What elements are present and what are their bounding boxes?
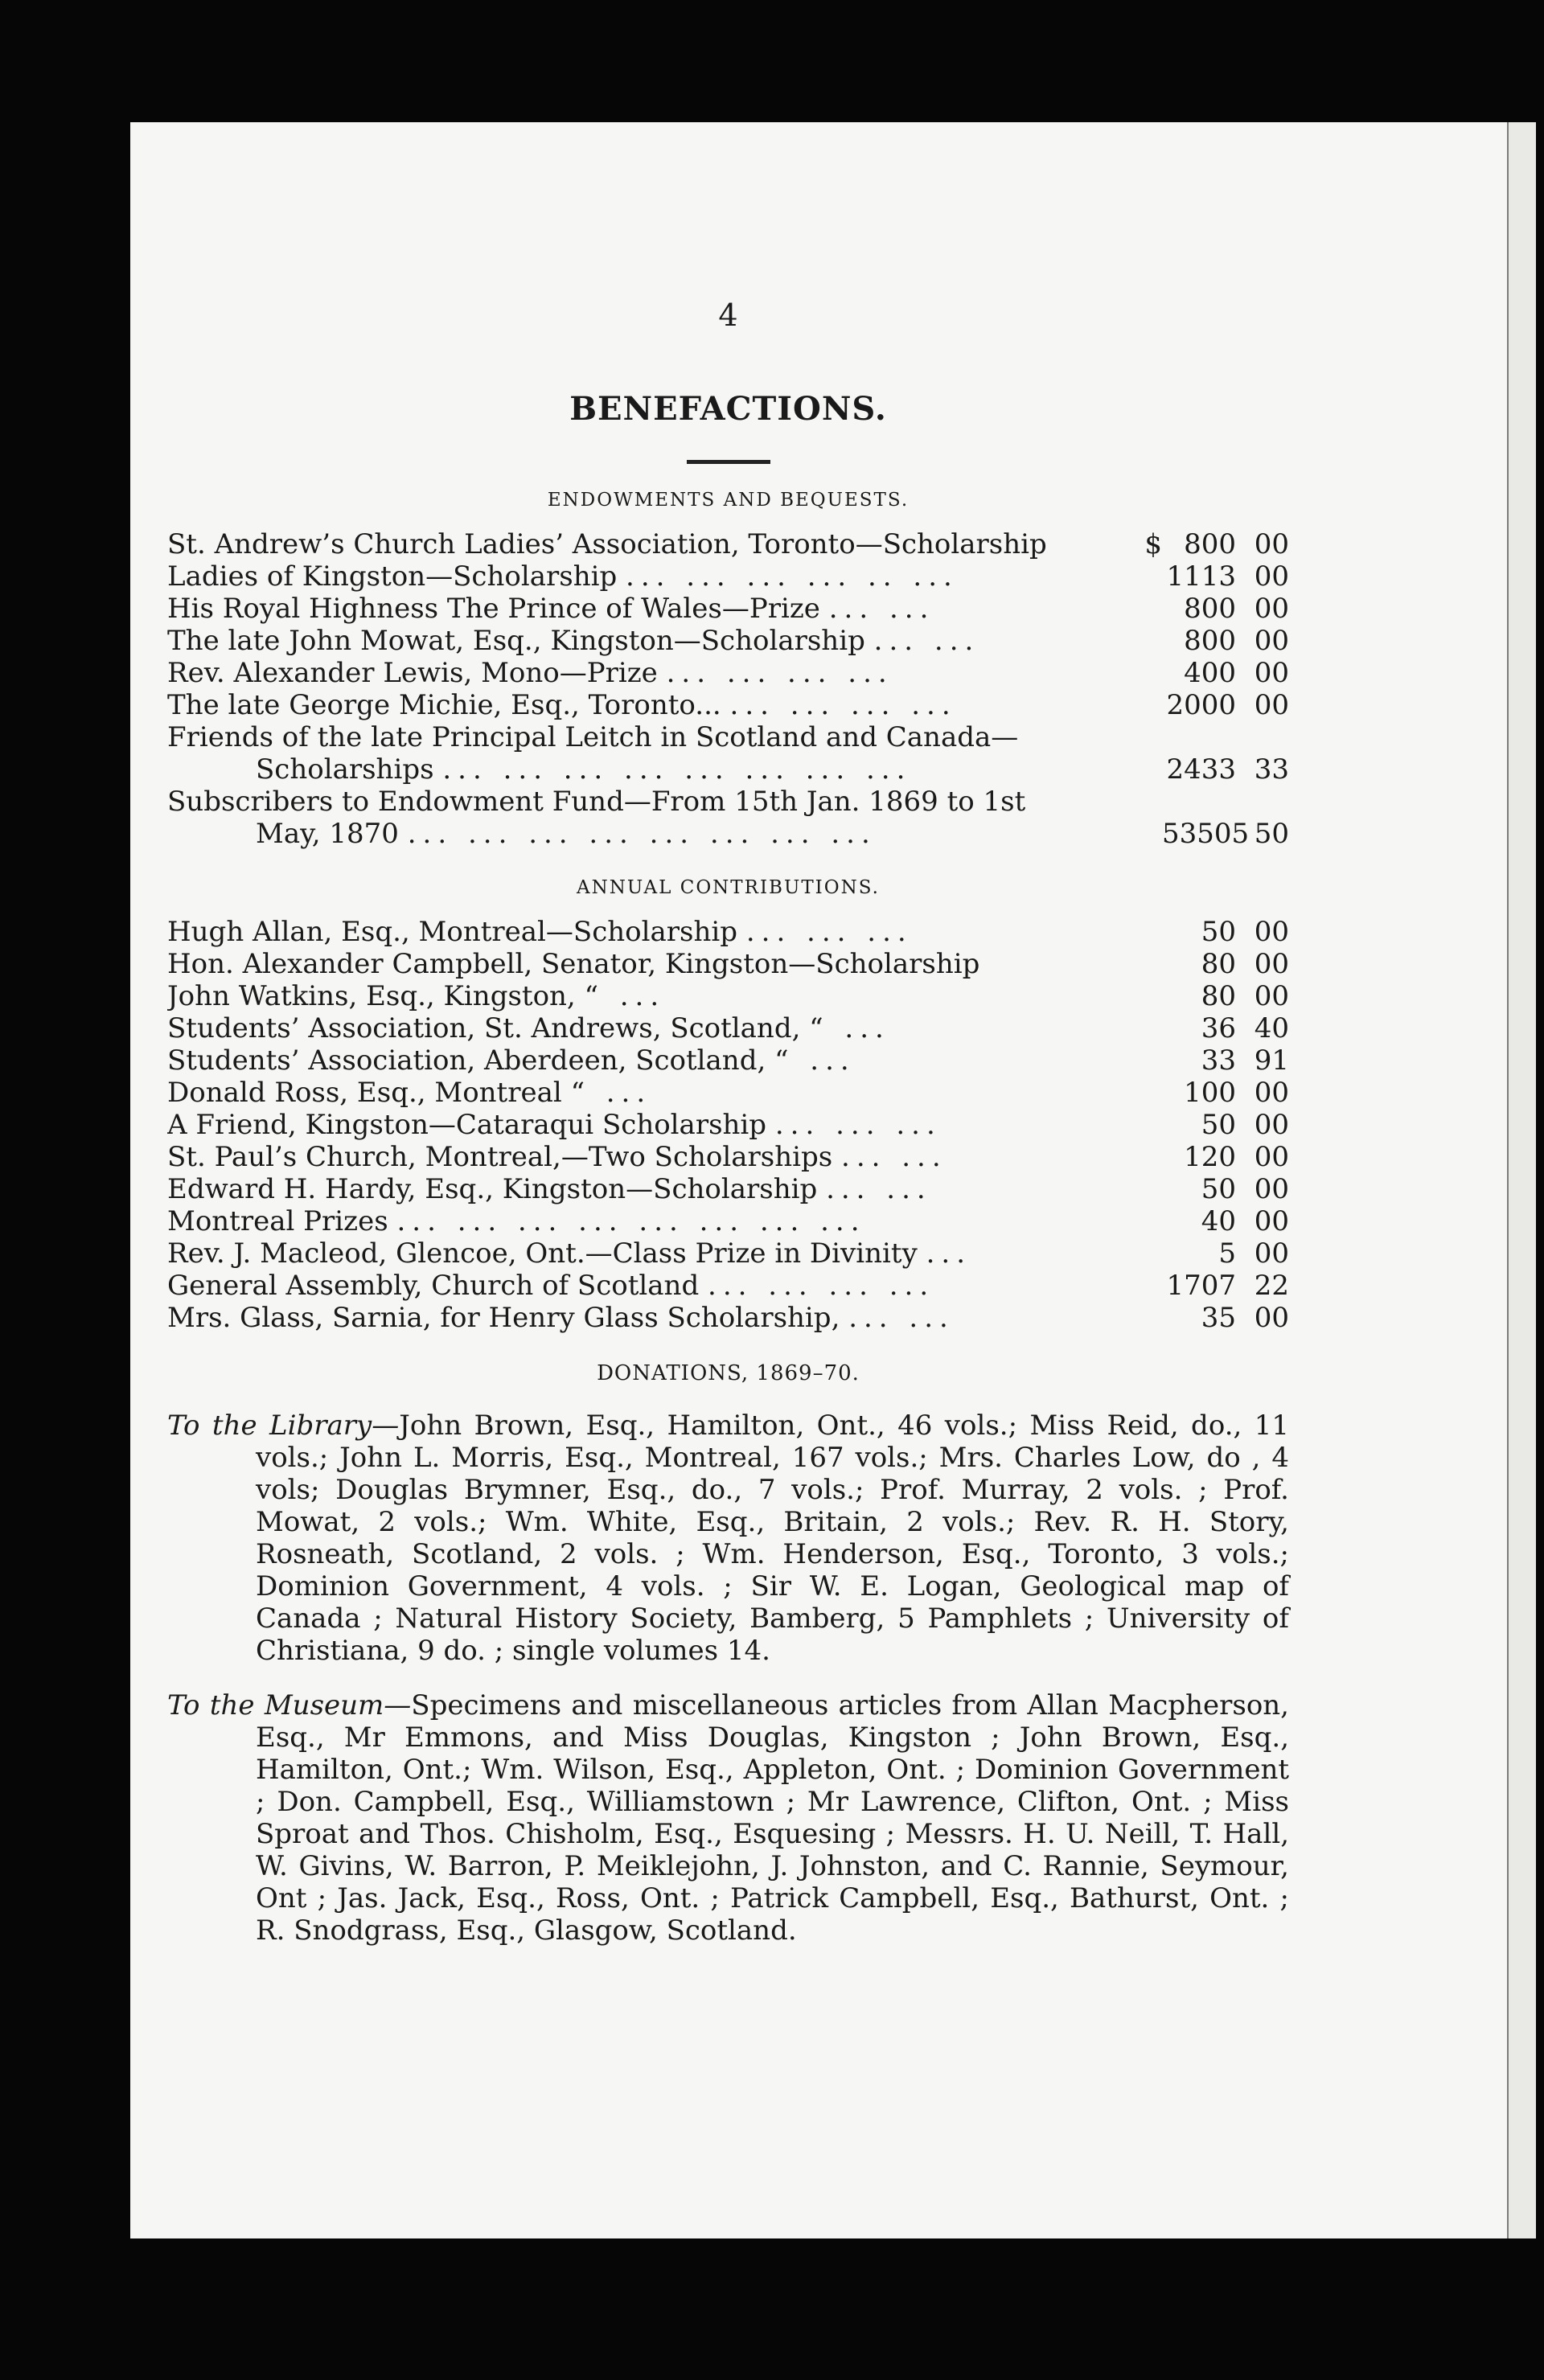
ledger-row	[167, 657, 1289, 689]
ledger-row-name: Hon. Alexander Campbell, Senator, Kingston—Scholarship	[167, 948, 980, 980]
donation-paragraph	[167, 1410, 1289, 1667]
amount-cents: 33	[1254, 753, 1289, 786]
leader-dots: ... ... ... ... .. ...	[626, 560, 959, 593]
leader-dots: ... ... ... ... ... ... ... ...	[442, 753, 912, 786]
donation-lead: To the Library—	[167, 1410, 400, 1442]
leader-dots: ... ... ... ...	[729, 689, 957, 721]
ledger-row-label	[167, 1012, 1162, 1044]
ledger-row-name: Students’ Association, Aberdeen, Scotland,	[167, 1044, 766, 1077]
page-edge	[1507, 122, 1536, 2238]
ledger-row	[167, 560, 1289, 593]
ledger-row-name: General Assembly, Church of Scotland	[167, 1270, 700, 1302]
leader-dots: ... ...	[848, 1302, 955, 1334]
amount-cents: 00	[1254, 625, 1289, 657]
amount-dollars: 40	[1201, 1205, 1236, 1237]
ledger-row-label	[167, 1237, 1162, 1270]
leader-dots: ... ... ... ... ... ... ... ...	[407, 818, 877, 850]
amount-cents: 00	[1254, 948, 1289, 980]
amount-dollars: 800	[1184, 528, 1236, 560]
ledger-row-label	[167, 916, 1162, 948]
leader-dots: ... ... ... ... ... ... ... ...	[396, 1205, 866, 1237]
amount-dollars: 33	[1201, 1044, 1236, 1077]
section-heading-endowments: ENDOWMENTS AND BEQUESTS.	[547, 490, 910, 511]
amount-dollars: 1707	[1166, 1270, 1236, 1302]
ledger-row-name: Scholarships	[256, 753, 434, 786]
ledger-row-name: The late John Mowat, Esq., Kingston—Scholarship	[167, 625, 865, 657]
donation-paragraph	[167, 1689, 1289, 1947]
ledger-row	[167, 1109, 1289, 1141]
ledger-row-label	[167, 1141, 1162, 1173]
ledger-row-name: Subscribers to Endowment Fund—From 15th Jan. 1869 to 1st	[167, 786, 1026, 818]
annual-contributions-list	[167, 916, 1289, 1334]
donation-text: John Brown, Esq., Hamilton, Ont., 46 vols.; Miss Reid, do., 11 vols.; John L. Morris, Esq., Montreal, 167 vols.; Mrs. Charles Low, do , 4 vols; Douglas Brymner, Esq., do., 7 vols.; Prof. Murray, 2 vols. ; Prof. Mowat, 2 vols.; Wm. White, Esq., Britain, 2 vols.; Rev. R. H. Story, Rosneath, Scotland, 2 vols. ; Wm. Henderson, Esq., Toronto, 3 vols.; Dominion Government, 4 vols. ; Sir W. E. Logan, Geological map of Canada ; Natural History Society, Bamberg, 5 Pamphlets ; University of Christiana, 9 do. ; single volumes 14.	[256, 1410, 1289, 1667]
ledger-row-name: Friends of the late Principal Leitch in Scotland and Canada—	[167, 721, 1019, 753]
amount-cents: 00	[1254, 916, 1289, 948]
amount-cents: 00	[1254, 528, 1289, 560]
amount-dollars: 400	[1184, 657, 1236, 689]
amount-dollars: 80	[1201, 948, 1236, 980]
endowments-list	[167, 528, 1289, 850]
leader-dots: ... ... ...	[745, 916, 913, 948]
amount-dollars: 53505	[1162, 818, 1250, 850]
ledger-row-label	[167, 657, 1162, 689]
ledger-row	[167, 625, 1289, 657]
ledger-row	[167, 1270, 1289, 1302]
leader-dots: “ ...	[584, 980, 666, 1012]
ledger-row	[167, 1044, 1289, 1077]
ledger-row-label	[167, 948, 1162, 980]
ledger-row-label	[167, 1077, 1162, 1109]
leader-dots: ... ...	[841, 1141, 947, 1173]
ledger-row-name: May, 1870	[256, 818, 399, 850]
amount-dollars: 2000	[1166, 689, 1236, 721]
ledger-row-name: Montreal Prizes	[167, 1205, 388, 1237]
ledger-row-name: Donald Ross, Esq., Montreal	[167, 1077, 562, 1109]
amount-cents: 40	[1254, 1012, 1289, 1044]
ledger-row-label	[167, 818, 1162, 850]
amount-dollars: 1113	[1166, 560, 1236, 593]
ledger-row	[167, 948, 1289, 980]
ledger-row	[167, 528, 1289, 560]
amount-dollars: 50	[1201, 1109, 1236, 1141]
leader-dots: ... ...	[826, 1173, 932, 1205]
ledger-row-name: St. Andrew’s Church Ladies’ Association, Toronto—Scholarship	[167, 528, 1047, 560]
title-rule	[687, 460, 770, 464]
leader-dots: “ ...	[809, 1012, 890, 1044]
page-content	[167, 177, 1289, 1947]
ledger-row-label	[167, 593, 1162, 625]
ledger-row	[167, 753, 1289, 786]
ledger-row	[167, 786, 1289, 818]
amount-dollars: 100	[1184, 1077, 1236, 1109]
ledger-row-label	[167, 625, 1162, 657]
currency-sign: $	[1144, 528, 1162, 560]
amount-dollars: 800	[1184, 593, 1236, 625]
ledger-row-name: Rev. J. Macleod, Glencoe, Ont.—Class Prize in Divinity	[167, 1237, 918, 1270]
leader-dots: “ ...	[774, 1044, 856, 1077]
ledger-row	[167, 1302, 1289, 1334]
amount-cents: 22	[1254, 1270, 1289, 1302]
ledger-row-name: Hugh Allan, Esq., Montreal—Scholarship	[167, 916, 738, 948]
amount-dollars: 2433	[1166, 753, 1236, 786]
ledger-row-label	[167, 1302, 1162, 1334]
ledger-row	[167, 1173, 1289, 1205]
amount-cents: 00	[1254, 1141, 1289, 1173]
ledger-row-name: His Royal Highness The Prince of Wales—Prize	[167, 593, 820, 625]
amount-dollars: 50	[1201, 916, 1236, 948]
ledger-row-name: Rev. Alexander Lewis, Mono—Prize	[167, 657, 658, 689]
amount-cents: 00	[1254, 1109, 1289, 1141]
ledger-row	[167, 1205, 1289, 1237]
ledger-row-label	[167, 1173, 1162, 1205]
ledger-row	[167, 689, 1289, 721]
ledger-row	[167, 818, 1289, 850]
ledger-row	[167, 980, 1289, 1012]
ledger-row-label	[167, 1044, 1162, 1077]
leader-dots: ... ... ... ...	[708, 1270, 935, 1302]
ledger-row-label	[167, 721, 1162, 753]
ledger-row-label	[167, 1205, 1162, 1237]
amount-dollars: 50	[1201, 1173, 1236, 1205]
amount-dollars: 36	[1201, 1012, 1236, 1044]
ledger-row-name: The late George Michie, Esq., Toronto...	[167, 689, 721, 721]
amount-cents: 00	[1254, 593, 1289, 625]
ledger-row	[167, 1077, 1289, 1109]
ledger-row-label	[167, 1270, 1162, 1302]
ledger-row-label	[167, 560, 1162, 593]
ledger-row	[167, 916, 1289, 948]
amount-cents: 00	[1254, 1077, 1289, 1109]
ledger-row	[167, 593, 1289, 625]
ledger-row-name: St. Paul’s Church, Montreal,—Two Scholarships	[167, 1141, 833, 1173]
leader-dots: “ ...	[570, 1077, 652, 1109]
ledger-row-name: John Watkins, Esq., Kingston,	[167, 980, 576, 1012]
amount-cents: 00	[1254, 1173, 1289, 1205]
leader-dots: ... ... ...	[774, 1109, 942, 1141]
section-heading-donations: DONATIONS, 1869–70.	[597, 1361, 860, 1385]
ledger-row	[167, 1141, 1289, 1173]
leader-dots: ... ... ... ...	[666, 657, 893, 689]
section-heading-annual: ANNUAL CONTRIBUTIONS.	[577, 877, 880, 898]
ledger-row-name: Edward H. Hardy, Esq., Kingston—Scholarship	[167, 1173, 818, 1205]
ledger-row-label	[167, 753, 1162, 786]
amount-dollars: 800	[1184, 625, 1236, 657]
ledger-row-label	[167, 980, 1162, 1012]
ledger-row	[167, 1012, 1289, 1044]
amount-cents: 50	[1254, 818, 1289, 850]
donation-text: Specimens and miscellaneous articles from Allan Macpherson, Esq., Mr Emmons, and Miss Douglas, Kingston ; John Brown, Esq., Hamilton, Ont.; Wm. Wilson, Esq., Appleton, Ont. ; Dominion Government ; Don. Campbell, Esq., Williamstown ; Mr Lawrence, Clifton, Ont. ; Miss Sproat and Thos. Chisholm, Esq., Esquesing ; Messrs. H. U. Neill, T. Hall, W. Givins, W. Barron, P. Meiklejohn, J. Johnston, and C. Rannie, Seymour, Ont ; Jas. Jack, Esq., Ross, Ont. ; Patrick Campbell, Esq., Bathurst, Ont. ; R. Snodgrass, Esq., Glasgow, Scotland.	[256, 1689, 1289, 1947]
leader-dots: ...	[926, 1237, 972, 1270]
amount-cents: 00	[1254, 1237, 1289, 1270]
ledger-row-name: Students’ Association, St. Andrews, Scotland,	[167, 1012, 801, 1044]
ledger-row-name: A Friend, Kingston—Cataraqui Scholarship	[167, 1109, 767, 1141]
leader-dots: ... ...	[873, 625, 980, 657]
ledger-row-name: Ladies of Kingston—Scholarship	[167, 560, 618, 593]
amount-cents: 00	[1254, 560, 1289, 593]
ledger-row-label	[167, 786, 1162, 818]
ledger-row	[167, 1237, 1289, 1270]
donations-list	[167, 1410, 1289, 1947]
amount-dollars: 80	[1201, 980, 1236, 1012]
amount-cents: 00	[1254, 1302, 1289, 1334]
ledger-row-label	[167, 528, 1140, 560]
leader-dots: ... ...	[828, 593, 935, 625]
amount-cents: 00	[1254, 657, 1289, 689]
amount-dollars: 120	[1184, 1141, 1236, 1173]
ledger-row-name: Mrs. Glass, Sarnia, for Henry Glass Scholarship,	[167, 1302, 840, 1334]
amount-cents: 91	[1254, 1044, 1289, 1077]
amount-dollars: 35	[1201, 1302, 1236, 1334]
ledger-row	[167, 721, 1289, 753]
ledger-row-label	[167, 1109, 1162, 1141]
ledger-row-label	[167, 689, 1162, 721]
amount-dollars: 5	[1218, 1237, 1236, 1270]
page-number: 4	[718, 298, 738, 333]
amount-cents: 00	[1254, 1205, 1289, 1237]
amount-cents: 00	[1254, 689, 1289, 721]
donation-lead: To the Museum—	[167, 1689, 412, 1721]
page-title: BENEFACTIONS.	[569, 390, 887, 428]
amount-cents: 00	[1254, 980, 1289, 1012]
